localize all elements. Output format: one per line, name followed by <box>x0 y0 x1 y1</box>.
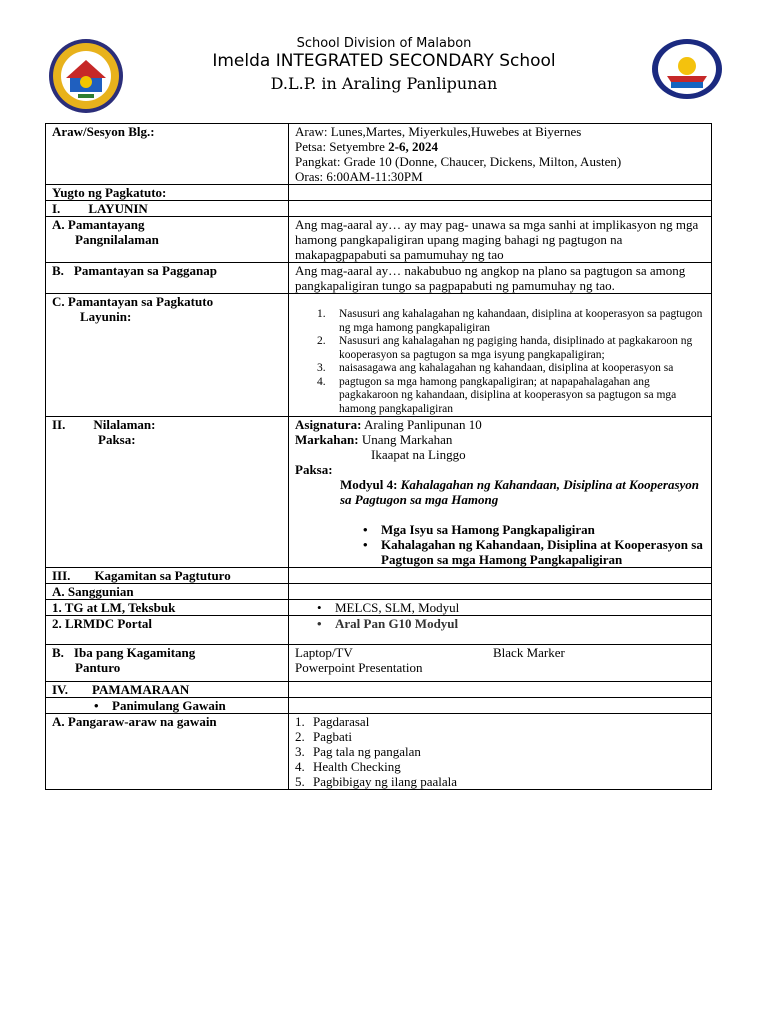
oras-text: Oras: 6:00AM-11:30PM <box>295 169 423 184</box>
division-office-seal-logo <box>651 38 723 100</box>
pamamaraan-heading <box>46 682 289 698</box>
table-row <box>46 568 712 584</box>
pamantayang-nilalaman-label <box>46 217 289 263</box>
item-number: 1. <box>317 308 326 320</box>
nilalaman-label <box>46 417 289 568</box>
list-item <box>295 774 705 789</box>
item-number: 4. <box>295 759 305 774</box>
bullet-icon: • <box>94 698 99 713</box>
list-item <box>313 600 705 615</box>
bullet-icon: • <box>317 616 322 631</box>
paksa-label: Paksa: <box>295 462 333 477</box>
item-text: Pagdarasal <box>313 714 370 729</box>
item-number: 2. <box>52 616 62 631</box>
kagamitan-heading <box>46 568 289 584</box>
document-header <box>0 0 768 118</box>
markahan-line <box>295 432 705 447</box>
table-row <box>46 217 712 263</box>
sanggunian-label <box>46 584 289 600</box>
lesson-plan-table <box>45 123 712 790</box>
list-item <box>295 759 705 774</box>
table-row <box>46 714 712 790</box>
layunin-heading <box>46 201 289 217</box>
item-number: 5. <box>295 774 305 789</box>
table-row <box>46 263 712 294</box>
document-subtitle: D.L.P. in Araling Panlipunan <box>270 74 498 93</box>
iba-value-cell <box>289 645 712 682</box>
school-name: Imelda INTEGRATED SECONDARY School <box>212 51 556 71</box>
label-line: Panturo <box>75 660 121 675</box>
table-row <box>46 124 712 185</box>
label-line: LRMDC Portal <box>65 616 153 631</box>
table-row <box>46 417 712 568</box>
pamantayan-pagkatuto-label <box>46 294 289 417</box>
item-number: 2. <box>317 335 326 347</box>
list-item <box>295 308 705 335</box>
item-number: 2. <box>295 729 305 744</box>
section-number: II. <box>52 417 66 432</box>
section-number: IV. <box>52 682 69 697</box>
item-text: pagtugon sa mga hamong pangkapaligiran; at napapahalagahan ang pagkakaroon ng kahandaan, disiplina at kooperasyon sa pagtugon sa mga hamong pangkapaligiran <box>339 375 677 415</box>
list-item <box>295 714 705 729</box>
material-item: Laptop/TV <box>295 645 353 660</box>
item-text: Health Checking <box>313 759 401 774</box>
table-row <box>46 294 712 417</box>
item-number: 3. <box>295 744 305 759</box>
label-line: Pangaraw-araw na gawain <box>67 714 217 729</box>
session-label: Araw/Sesyon Blg.: <box>46 124 289 185</box>
item-text: naisasagawa ang kahalagahan ng kahandaan, disiplina at kooperasyon sa <box>339 362 674 374</box>
pangaraw-list-cell <box>289 714 712 790</box>
list-item <box>295 335 705 362</box>
table-row <box>46 682 712 698</box>
araw-text: Araw: Lunes,Martes, Miyerkules,Huwebes at Biyernes <box>295 124 582 139</box>
markahan-value: Unang Markahan <box>358 432 453 447</box>
bullet-icon: • <box>363 537 368 552</box>
item-text: Pagbibigay ng ilang paalala <box>313 774 458 789</box>
asignatura-line <box>295 417 705 432</box>
modyul-label: Modyul 4: <box>340 477 401 492</box>
table-row <box>46 616 712 645</box>
objectives-list <box>295 308 705 416</box>
item-letter: B. <box>52 645 64 660</box>
list-item <box>295 376 705 417</box>
label-line: Sanggunian <box>67 584 134 599</box>
modyul-line <box>295 477 705 507</box>
list-item <box>90 698 282 713</box>
materials-line <box>295 645 705 660</box>
lrmdc-value-cell <box>289 616 712 645</box>
iba-label <box>46 645 289 682</box>
list-item <box>313 616 705 631</box>
empty-cell <box>289 698 712 714</box>
bullet-text: Panimulang Gawain <box>112 698 226 713</box>
markahan-label: Markahan: <box>295 432 359 447</box>
table-row <box>46 584 712 600</box>
section-title: LAYUNIN <box>88 201 148 216</box>
label-line: TG at LM, Teksbuk <box>64 600 176 615</box>
item-letter: A. <box>52 584 65 599</box>
empty-cell <box>289 682 712 698</box>
item-number: 4. <box>317 375 326 388</box>
paksa-sublabel: Paksa: <box>98 432 136 447</box>
label-line: Pangnilalaman <box>75 232 159 247</box>
table-row <box>46 185 712 201</box>
label-line: Pamantayan sa Pagganap <box>73 263 217 278</box>
item-text: Nasusuri ang kahalagahan ng kahandaan, disiplina at kooperasyon sa pagtugon ng mga hamong pangkapaligiran <box>339 308 703 334</box>
modyul-title: Kahalagahan ng Kahandaan, Disiplina at Kooperasyon sa Pagtugon sa mga Hamong <box>340 477 700 507</box>
panimulang-label <box>46 698 289 714</box>
list-item <box>295 729 705 744</box>
item-text: Pagbati <box>313 729 352 744</box>
item-text: Pag tala ng pangalan <box>313 744 421 759</box>
pamantayan-pagganap-text: Ang mag-aaral ay… nakabubuo ng angkop na plano sa pagtugon sa among pangkapaligiran tungo sa pagpapabuti ng pamumuhay ng tao. <box>289 263 712 294</box>
petsa-text <box>295 139 705 154</box>
empty-cell <box>289 568 712 584</box>
item-text: Nasusuri ang kahalagahan ng pagiging handa, disiplinado at pagkakaroon ng kooperasyon sa pagtugon sa mga isyung pangkapaligiran; <box>339 335 693 361</box>
material-item: Powerpoint Presentation <box>295 660 423 675</box>
division-name: School Division of Malabon <box>296 36 472 51</box>
bullet-text: Aral Pan G10 Modyul <box>335 616 459 631</box>
petsa-date: 2-6, 2024 <box>388 139 438 154</box>
item-letter: B. <box>52 263 64 278</box>
section-number: I. <box>52 201 61 216</box>
empty-cell <box>289 185 712 201</box>
label-line: Iba pang Kagamitang <box>73 645 196 660</box>
empty-cell <box>289 584 712 600</box>
list-item <box>359 537 705 567</box>
layunin-sublabel: Layunin: <box>80 309 132 324</box>
item-number: 3. <box>317 362 326 374</box>
bullet-text: Mga Isyu sa Hamong Pangkapaligiran <box>381 522 595 537</box>
list-item <box>359 522 705 537</box>
bullet-icon: • <box>317 600 322 615</box>
item-letter: A. <box>52 714 65 729</box>
item-number: 1. <box>295 714 305 729</box>
petsa-prefix: Petsa: Setyembre <box>295 139 389 154</box>
item-number: 1. <box>52 600 62 615</box>
pamantayan-pagganap-label <box>46 263 289 294</box>
table-row <box>46 600 712 616</box>
objectives-cell <box>289 294 712 417</box>
tg-label <box>46 600 289 616</box>
section-number: III. <box>52 568 71 583</box>
section-title: Kagamitan sa Pagtuturo <box>94 568 231 583</box>
pangaraw-label <box>46 714 289 790</box>
label-line: Pamantayan sa Pagkatuto <box>67 294 214 309</box>
list-item <box>295 362 705 376</box>
material-item: Black Marker <box>493 645 565 660</box>
item-letter: C. <box>52 294 65 309</box>
bullet-icon: • <box>363 522 368 537</box>
item-letter: A. <box>52 217 65 232</box>
pangkat-text: Pangkat: Grade 10 (Donne, Chaucer, Dickens, Milton, Austen) <box>295 154 622 169</box>
table-row <box>46 698 712 714</box>
list-item <box>295 744 705 759</box>
table-row <box>46 645 712 682</box>
section-title: Nilalaman: <box>93 417 156 432</box>
label-line: Pamantayang <box>67 217 145 232</box>
session-details <box>289 124 712 185</box>
pamantayang-nilalaman-text: Ang mag-aaral ay… ay may pag- unawa sa mga sanhi at implikasyon ng mga hamong pangkapaligiran upang maging bahagi ng pagtugon na makapagpapabuti sa pamumuhay ng tao <box>289 217 712 263</box>
lrmdc-label <box>46 616 289 645</box>
section-title: PAMAMARAAN <box>92 682 190 697</box>
empty-cell <box>289 201 712 217</box>
tg-value-cell <box>289 600 712 616</box>
table-row <box>46 201 712 217</box>
asignatura-value: Araling Panlipunan 10 <box>361 417 482 432</box>
bullet-text: Kahalagahan ng Kahandaan, Disiplina at Kooperasyon sa Pagtugon sa mga Hamong Pangkapaligiran <box>381 537 703 567</box>
asignatura-label: Asignatura: <box>295 417 362 432</box>
topic-bullets <box>295 522 705 567</box>
bullet-text: MELCS, SLM, Modyul <box>335 600 460 615</box>
yugto-label: Yugto ng Pagkatuto: <box>46 185 289 201</box>
linggo-text: Ikaapat na Linggo <box>371 447 466 462</box>
nilalaman-cell <box>289 417 712 568</box>
